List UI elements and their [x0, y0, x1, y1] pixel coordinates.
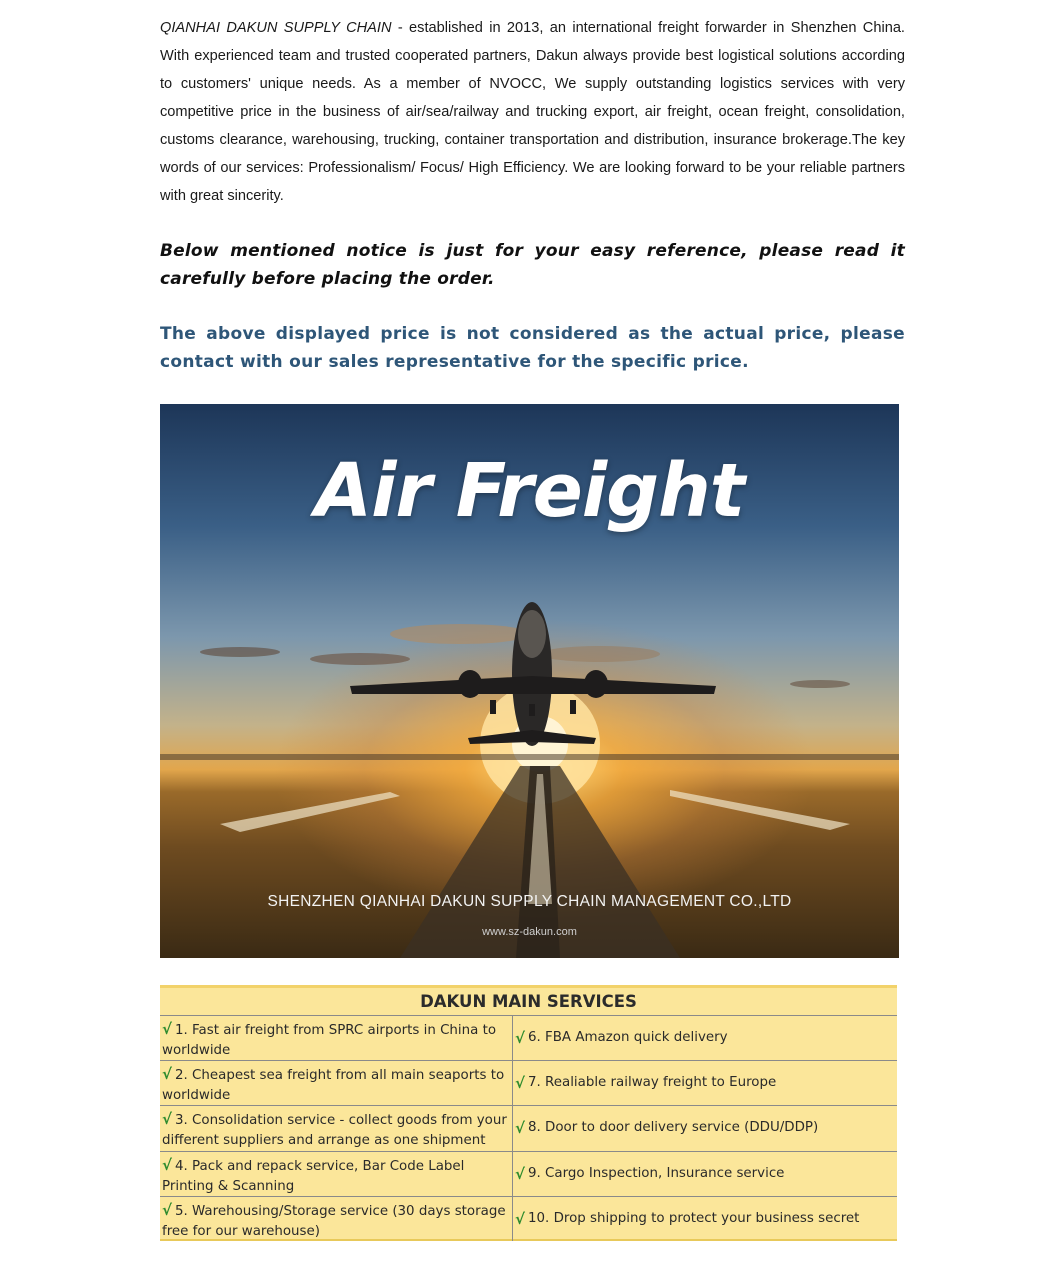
service-text: 1. Fast air freight from SPRC airports in China to worldwide — [162, 1023, 497, 1058]
checkmark-icon: √ — [162, 1200, 173, 1219]
checkmark-icon: √ — [162, 1020, 173, 1038]
banner-title: Air Freight — [314, 448, 745, 534]
banner-company-name: SHENZHEN QIANHAI DAKUN SUPPLY CHAIN MANAGEMENT CO.,LTD — [267, 893, 792, 910]
main-services-table — [160, 985, 897, 1241]
checkmark-icon: √ — [162, 1065, 173, 1084]
service-cell — [513, 1016, 897, 1060]
service-cell — [513, 1197, 897, 1241]
checkmark-icon: √ — [515, 1209, 526, 1228]
service-text: 2. Cheapest sea freight from all main seaports to worldwide — [162, 1068, 505, 1104]
banner-website: www.sz-dakun.com — [482, 926, 577, 938]
checkmark-icon: √ — [515, 1029, 526, 1048]
company-brand-name: QIANHAI DAKUN SUPPLY CHAIN — [160, 20, 392, 36]
service-cell — [513, 1106, 897, 1150]
air-freight-banner — [160, 404, 899, 958]
service-cell — [160, 1106, 513, 1150]
service-text: 8. Door to door delivery service (DDU/DDP) — [528, 1120, 819, 1136]
service-text: 3. Consolidation service - collect goods from your different suppliers and arrange as one shipment — [162, 1113, 507, 1149]
checkmark-icon: √ — [162, 1155, 173, 1174]
checkmark-icon: √ — [515, 1074, 526, 1093]
service-cell — [160, 1152, 513, 1196]
service-text: 10. Drop shipping to protect your business secret — [528, 1210, 860, 1226]
service-cell — [160, 1061, 513, 1105]
service-cell — [513, 1152, 897, 1196]
service-text: 7. Realiable railway freight to Europe — [528, 1075, 777, 1091]
checkmark-icon: √ — [515, 1119, 526, 1138]
service-text: 9. Cargo Inspection, Insurance service — [528, 1165, 785, 1181]
service-text: 4. Pack and repack service, Bar Code Label Printing & Scanning — [162, 1158, 465, 1194]
order-notice: Below mentioned notice is just for your easy reference, please read it carefully before placing the order. — [160, 241, 905, 289]
service-text: 6. FBA Amazon quick delivery — [528, 1030, 728, 1046]
table-row — [160, 1016, 897, 1061]
table-row — [160, 1197, 897, 1241]
table-row — [160, 1106, 897, 1151]
table-row — [160, 1061, 897, 1106]
service-cell — [513, 1061, 897, 1105]
services-title: DAKUN MAIN SERVICES — [160, 988, 897, 1016]
intro-paragraph — [160, 14, 905, 210]
airplane-icon — [350, 602, 716, 746]
checkmark-icon: √ — [515, 1164, 526, 1183]
intro-text: - established in 2013, an international freight forwarder in Shenzhen China. With experienced team and trusted cooperated partners, Dakun always provide best logistical solutions according to customers' unique needs. As a member of NVOCC, We supply outstanding logistics services with very competitive price in the business of air/sea/railway and trucking export, air freight, ocean freight, consolidation, customs clearance, warehousing, trucking, container transportation and distribution, insurance brokerage.The key words of our services: Professionalism/ Focus/ High Efficiency. We are looking forward to be your reliable partners with great sincerity. — [160, 20, 905, 204]
service-cell — [160, 1016, 513, 1060]
table-row — [160, 1152, 897, 1197]
price-disclaimer: The above displayed price is not considered as the actual price, please contact with our sales representative for the specific price. — [160, 324, 905, 372]
checkmark-icon: √ — [162, 1110, 173, 1129]
service-cell — [160, 1197, 513, 1241]
service-text: 5. Warehousing/Storage service (30 days storage free for our warehouse) — [162, 1203, 506, 1239]
